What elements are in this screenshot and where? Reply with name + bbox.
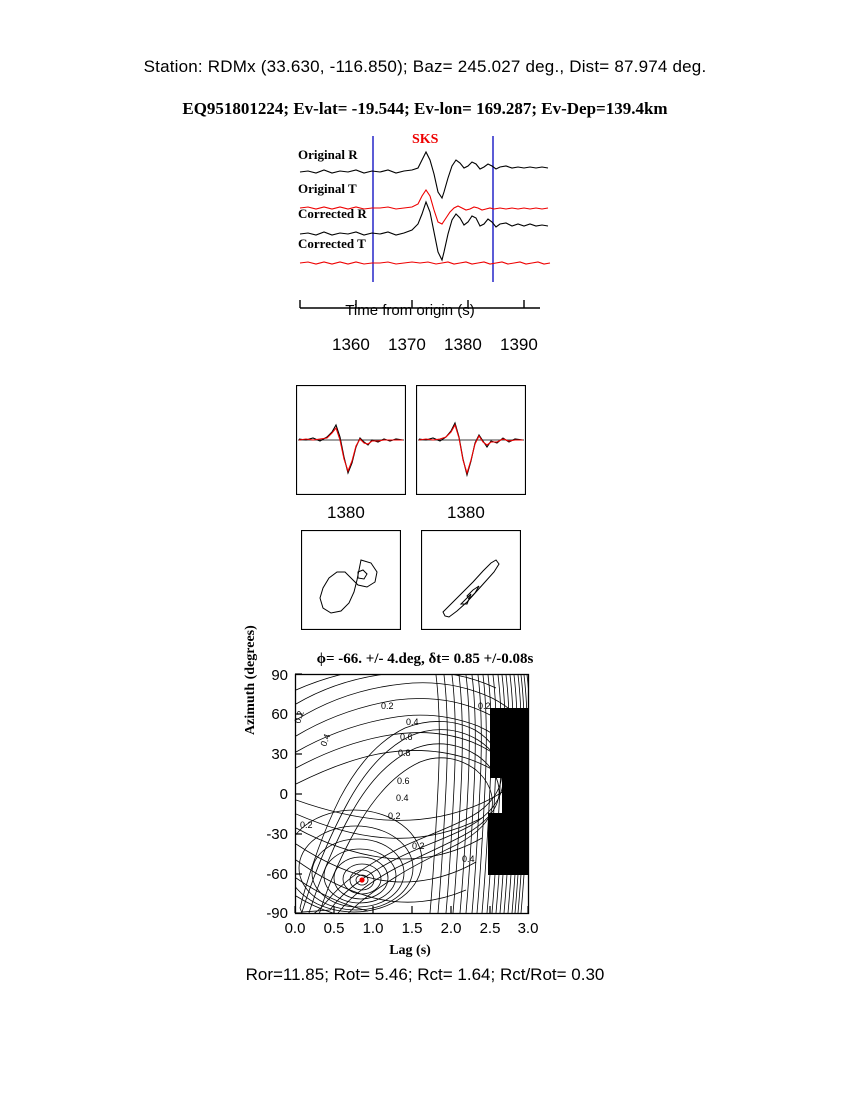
- x-axis-title: Lag (s): [389, 943, 431, 958]
- particle-motion-box-left: [301, 530, 401, 630]
- svg-text:0.4: 0.4: [318, 732, 333, 748]
- x-tick-2-0: 2.0: [440, 920, 462, 937]
- time-axis-title: Time from origin (s): [345, 302, 475, 319]
- time-tick-1370: 1370: [388, 335, 426, 354]
- trace-label-original-r: Original R: [298, 147, 358, 162]
- svg-text:0.2: 0.2: [381, 701, 394, 711]
- y-tick-60: 60: [271, 706, 288, 723]
- time-tick-1390: 1390: [500, 335, 538, 354]
- svg-text:0.6: 0.6: [397, 776, 410, 786]
- svg-text:0.2: 0.2: [292, 709, 306, 725]
- x-tick-0-0: 0.0: [284, 920, 306, 937]
- x-tick-1-5: 1.5: [401, 920, 423, 937]
- particle-motion-box-right: [421, 530, 521, 630]
- corrected-pair-box-left: [296, 385, 406, 495]
- y-tick-0: 0: [279, 786, 288, 803]
- event-header: EQ951801224; Ev-lat= -19.544; Ev-lon= 169.287; Ev-Dep=139.4km: [182, 99, 668, 118]
- trace-label-corrected-r: Corrected R: [298, 206, 367, 221]
- svg-text:0.4: 0.4: [396, 793, 409, 803]
- time-tick-1360: 1360: [332, 335, 370, 354]
- minimum-marker: [359, 877, 364, 882]
- svg-text:0.2: 0.2: [300, 820, 313, 830]
- waveform-plot: [280, 130, 560, 330]
- trace-label-corrected-t: Corrected T: [298, 236, 366, 251]
- y-tick-30: 30: [271, 746, 288, 763]
- x-tick-1-0: 1.0: [362, 920, 384, 937]
- station-header: Station: RDMx (33.630, -116.850); Baz= 245.027 deg., Dist= 87.974 deg.: [143, 57, 707, 76]
- box-left-tick-1380: 1380: [327, 503, 365, 522]
- y-axis-title: Azimuth (degrees): [243, 625, 258, 735]
- svg-text:0.8: 0.8: [398, 748, 411, 758]
- svg-text:0.4: 0.4: [462, 854, 475, 864]
- contour-dense-fill: [488, 708, 528, 875]
- footer-statistics: Ror=11.85; Rot= 5.46; Rct= 1.64; Rct/Rot= 0.30: [245, 965, 605, 984]
- svg-text:0.6: 0.6: [400, 732, 413, 742]
- x-tick-3-0: 3.0: [517, 920, 539, 937]
- contour-value-labels: [292, 701, 490, 864]
- svg-text:0.4: 0.4: [406, 717, 419, 727]
- y-tick-90: 90: [271, 668, 288, 684]
- y-tick-m60: -60: [266, 866, 288, 883]
- box-right-tick-1380: 1380: [447, 503, 485, 522]
- trace-corrected-r: [300, 202, 548, 260]
- trace-label-original-t: Original T: [298, 181, 357, 196]
- x-tick-2-5: 2.5: [479, 920, 501, 937]
- svg-text:0.2: 0.2: [412, 841, 425, 851]
- y-tick-m30: -30: [266, 826, 288, 843]
- trace-original-r: [300, 152, 548, 198]
- trace-corrected-t: [300, 262, 550, 264]
- svg-text:0.2: 0.2: [388, 811, 401, 821]
- corrected-pair-box-right: [416, 385, 526, 495]
- sks-phase-label: SKS: [412, 132, 439, 147]
- phi-dt-result-label: ϕ= -66. +/- 4.deg, δt= 0.85 +/-0.08s: [316, 651, 534, 667]
- y-tick-m90: -90: [266, 905, 288, 922]
- x-tick-0-5: 0.5: [323, 920, 345, 937]
- time-tick-1380: 1380: [444, 335, 482, 354]
- svg-text:0.2: 0.2: [478, 701, 491, 711]
